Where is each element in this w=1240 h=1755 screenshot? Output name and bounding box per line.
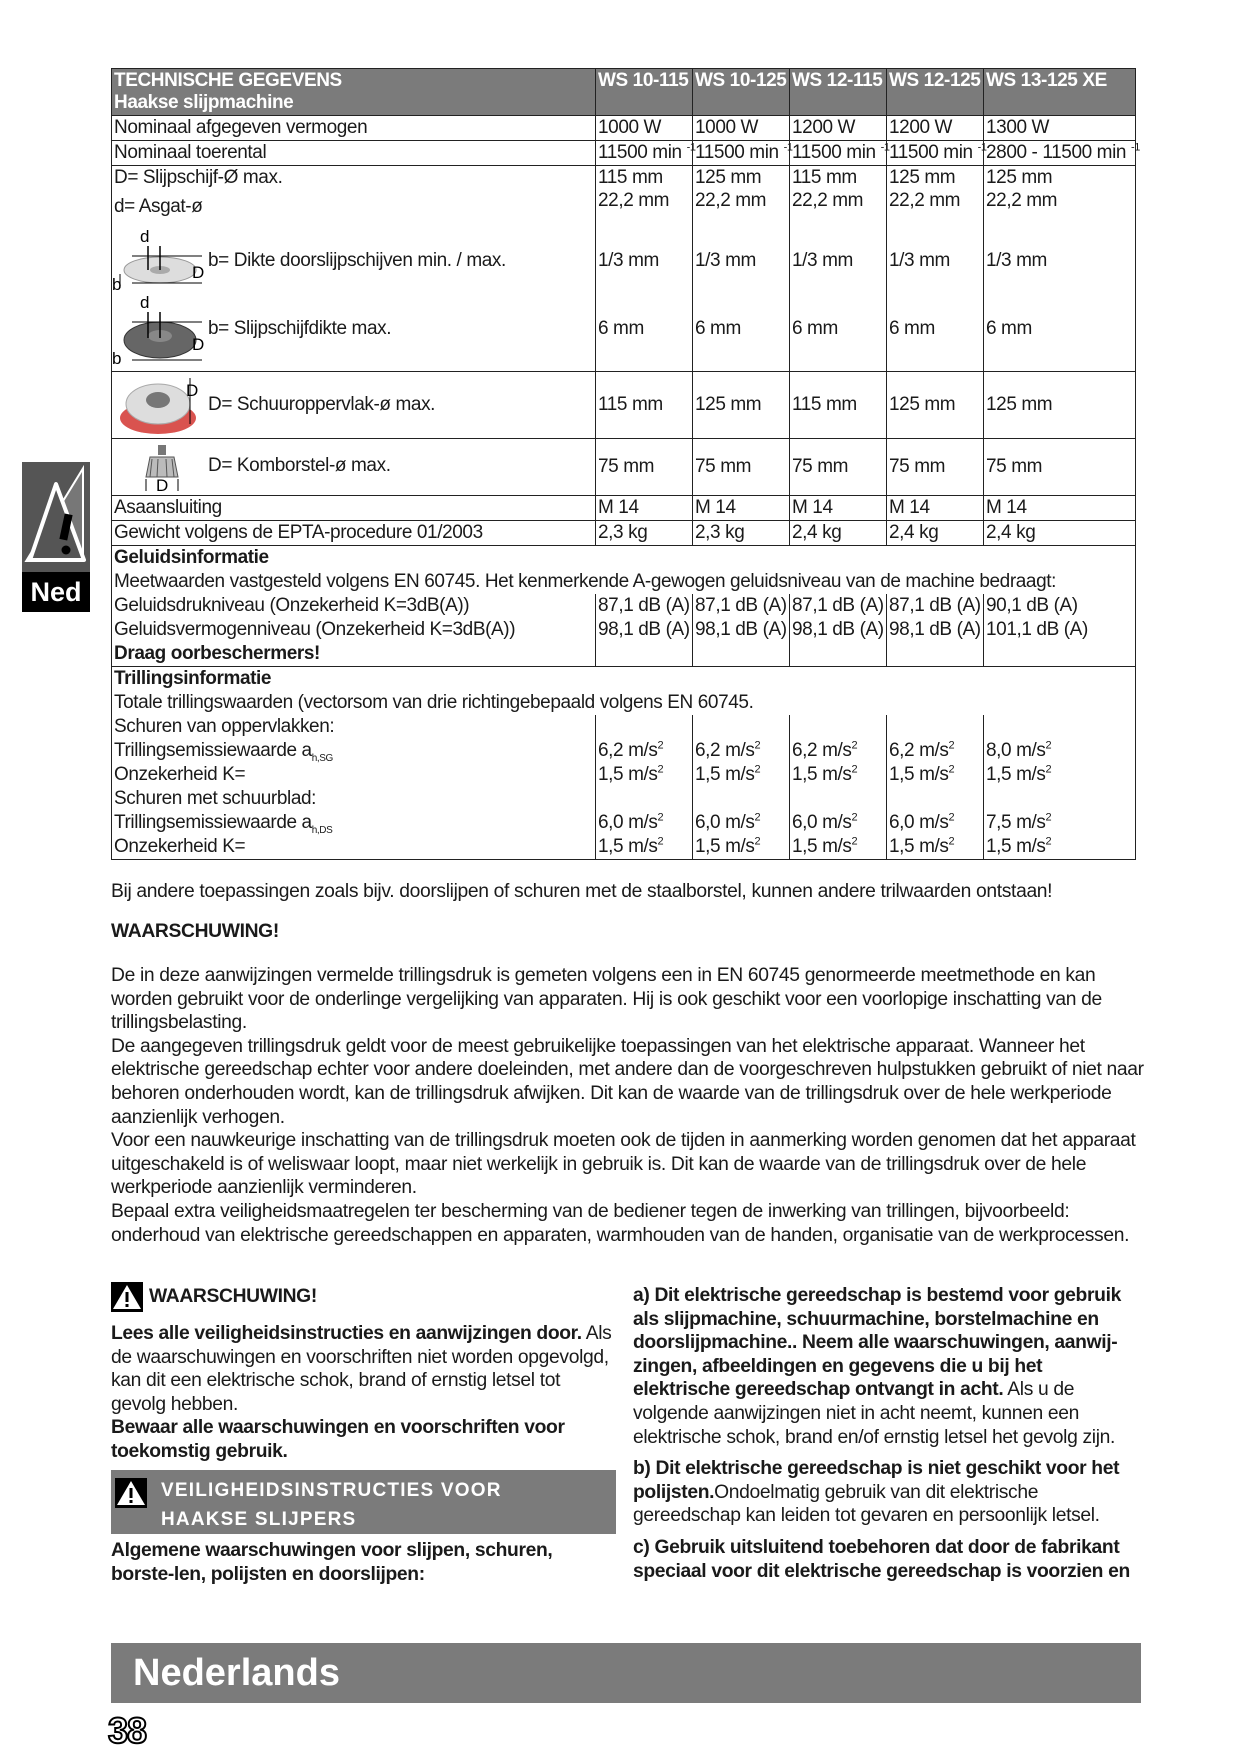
- vibration-note: Bij andere toepassingen zoals bijv. doorslijpen of schuren met de staalborstel, kunnen andere trilwaarden ontstaan!: [111, 881, 1053, 902]
- table-row: Schuren met schuurblad:: [112, 787, 1136, 811]
- table-row: Asaansluiting M 14 M 14 M 14 M 14 M 14: [112, 496, 1136, 521]
- safety-warning-heading: WAARSCHUWING!: [111, 1282, 619, 1312]
- warning-triangle-icon: [22, 462, 90, 572]
- noise-title-row: Geluidsinformatie: [112, 546, 1136, 571]
- table-row: Onzekerheid K= 1,5 $m/s^2$ 1,5 $m/s^2$ 1,5 $m/s^2$ 1,5 $m/s^2$ 1,5 $m/s^2$: [112, 835, 1136, 860]
- table-row: Nominaal toerental 11500 min $^{-1}$ 11500 min $^{-1}$ 11500 min $^{-1}$ 11500 min $^{-1}$ 2800 - 11500 min $^{-1}$: [112, 141, 1136, 166]
- table-row: D= Slijpschijf-Ø max. d= Asgat-ø d D b b= Dikte doorslijpschijven min. / max. d D b b= Slijpschijfdikte max. 115 mm 22,2 mm 1/3 mm 6 mm 125 mm 22,2 mm 1/3 mm 6 mm 115 mm 22,2 mm 1/3 mm 6 mm 125 mm 22,2 mm 1/3 mm 6 mm 125 mm 22,2 mm 1/3 mm 6 mm: [112, 166, 1136, 372]
- svg-text:b: b: [112, 349, 122, 368]
- table-row: Onzekerheid K= 1,5 $m/s^2$ 1,5 $m/s^2$ 1,5 $m/s^2$ 1,5 $m/s^2$ 1,5 $m/s^2$: [112, 763, 1136, 787]
- svg-text:b: b: [112, 275, 122, 294]
- table-row: Gewicht volgens de EPTA-procedure 01/2003 2,3 kg 2,3 kg 2,4 kg 2,4 kg 2,4 kg: [112, 521, 1136, 546]
- general-warnings-heading: Algemene waarschuwingen voor slijpen, schuren, borste-len, polijsten en doorslijpen:: [111, 1540, 553, 1585]
- model-col: WS 10-115: [596, 69, 693, 116]
- spec-table: [111, 68, 1140, 860]
- noise-intro-row: Meetwaarden vastgesteld volgens EN 60745. Het kenmerkende A-gewogen geluidsniveau van de machine bedraagt:: [112, 570, 1136, 594]
- footer-language-bar: Nederlands: [111, 1643, 1141, 1703]
- svg-text:d: d: [140, 227, 150, 246]
- svg-text:D: D: [156, 476, 168, 495]
- table-row: D D= Schuuroppervlak-ø max. 115 mm 125 mm 115 mm 125 mm 125 mm: [112, 372, 1136, 439]
- table-header-row: [112, 69, 1136, 116]
- section-header: VEILIGHEIDSINSTRUCTIES VOOR HAAKSE SLIJPERS: [111, 1470, 616, 1534]
- vibration-title-row: Trillingsinformatie: [112, 667, 1136, 692]
- model-col: WS 12-125: [887, 69, 984, 116]
- svg-text:d: d: [140, 293, 150, 312]
- table-row: Trillingsemissiewaarde $a_{h,DS}$ 6,0 $m/s^2$ 6,0 $m/s^2$ 6,0 $m/s^2$ 6,0 $m/s^2$ 7,5 $m/s^2$: [112, 811, 1136, 835]
- svg-text:D: D: [192, 263, 204, 282]
- warning-icon: [115, 1478, 147, 1508]
- model-col: WS 13-125 XE: [984, 69, 1136, 116]
- table-row: Draag oorbeschermers!: [112, 642, 1136, 667]
- language-tab: Ned: [22, 572, 90, 612]
- model-col: WS 10-125: [693, 69, 790, 116]
- sanding-pad-icon: [118, 374, 204, 436]
- grinding-disc-icon: [112, 294, 202, 369]
- table-row: D D= Komborstel-ø max. 75 mm 75 mm 75 mm 75 mm 75 mm: [112, 439, 1136, 496]
- warning-body: De in deze aanwijzingen vermelde trillingsdruk is gemeten volgens een in EN 60745 genormeerde meetmethode en kan worden gebruikt voor de onderlinge vergelijking van apparaten. Hij is ook geschikt voor een voorlopige inschatting van de trillingsbelasting. De aangegeven trillingsdruk geldt voor de meest gebruikelijke toepassingen van het elektrische apparaat. Wanneer het elektrische gereedschap echter voor andere doeleinden, met andere dan de voorgeschreven hulpstukken gebruikt of niet naar behoren onderhouden wordt, kan de trillingsdruk afwijken. Dit kan de waarde van de trillingsdruk over de hele werkperiode aanzienlijk verhogen. Voor een nauwkeurige inschatting van de trillingsdruk moeten ook de tijden in aanmerking worden genomen dat het apparaat uitgeschakeld is of weliswaar loopt, maar niet werkelijk in gebruik is. Dit kan de waarde van de trillingsdruk over de hele werkperiode aanzienlijk verminderen. Bepaal extra veiligheidsmaatregelen ter bescherming van de bediener tegen de inwerking van trillingen, bijvoorbeeld: onderhoud van elektrische gereedschappen en apparaten, warmhouden van de handen, organisatie van de werkprocessen.: [111, 965, 1144, 1246]
- vibration-intro-row: Totale trillingswaarden (vectorsom van drie richtingebepaald volgens EN 60745.: [112, 691, 1136, 715]
- model-col: WS 12-115: [790, 69, 887, 116]
- left-column: WAARSCHUWING! Lees alle veiligheidsinstructies en aanwijzingen door. Als de waarschuwingen en voorschriften niet worden opgevolgd, kan dit een elektrische schok, brand of ernstig letsel tot gevolg hebben. Bewaar alle waarschuwingen en voorschriften voor toekomstig gebruik.: [111, 1282, 619, 1464]
- table-row: Geluidsvermogenniveau (Onzekerheid K=3dB(A)) 98,1 dB (A) 98,1 dB (A) 98,1 dB (A) 98,1 dB (A) 101,1 dB (A): [112, 618, 1136, 642]
- table-title: TECHNISCHE GEGEVENS Haakse slijpmachine: [112, 69, 596, 116]
- warning-icon: [111, 1282, 143, 1312]
- table-row: Nominaal afgegeven vermogen 1000 W 1000 W 1200 W 1200 W 1300 W: [112, 116, 1136, 141]
- cup-brush-icon: [140, 443, 190, 493]
- svg-text:D: D: [192, 335, 204, 354]
- side-warning-tab: [22, 462, 90, 572]
- table-row: Geluidsdrukniveau (Onzekerheid K=3dB(A)) 87,1 dB (A) 87,1 dB (A) 87,1 dB (A) 87,1 dB (A) 90,1 dB (A): [112, 594, 1136, 618]
- svg-text:D: D: [186, 381, 198, 400]
- cutting-disc-icon: [112, 226, 202, 296]
- page-number: 38: [108, 1710, 147, 1751]
- right-column: a) Dit elektrische gereedschap is bestemd voor gebruik als slijpmachine, schuurmachine, borstelmachine en doorslijpmachine.. Neem alle waarschuwingen, aanwij-zingen, afbeeldingen en gegevens die u bij het elektrische gereedschap ontvangt in acht. Als u de volgende aanwijzingen niet in acht neemt, kunnen een elektrische schok, brand en/of ernstig letsel het gevolg zijn. b) Dit elektrische gereedschap is niet geschikt voor het polijsten.Ondoelmatig gebruik van dit elektrische gereedschap kan leiden tot gevaren en persoonlijk letsel. c) Gebruik uitsluitend toebehoren dat door de fabrikant speciaal voor dit elektrische gereedschap is voorzien en: [633, 1285, 1130, 1582]
- table-row: Trillingsemissiewaarde $a_{h,SG}$ 6,2 $m/s^2$ 6,2 $m/s^2$ 6,2 $m/s^2$ 6,2 $m/s^2$ 8,0 $m/s^2$: [112, 739, 1136, 763]
- table-row: Schuren van oppervlakken:: [112, 715, 1136, 739]
- warning-heading: WAARSCHUWING!: [111, 921, 279, 942]
